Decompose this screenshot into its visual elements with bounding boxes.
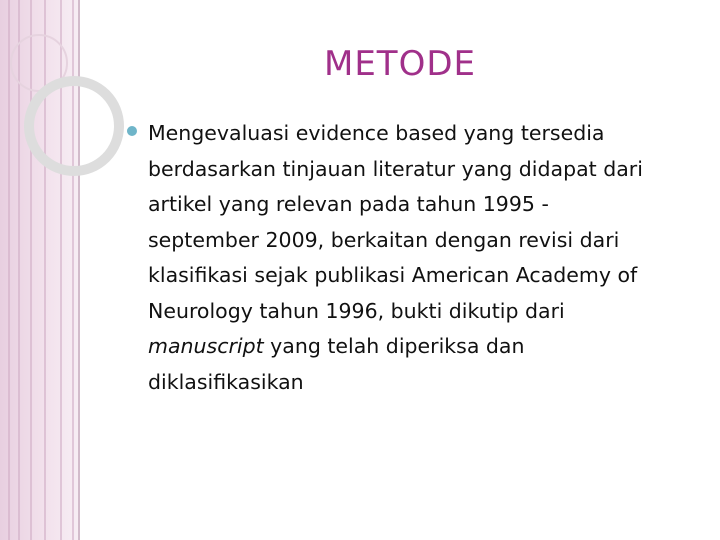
slide-title: METODE xyxy=(323,44,476,84)
decorative-ring-large xyxy=(24,76,124,176)
bullet-line-with-italic xyxy=(148,329,697,365)
bullet-line: Mengevaluasi evidence based yang tersedia xyxy=(148,121,605,145)
bullet-line-rest: yang telah diperiksa dan xyxy=(263,334,525,358)
italic-term: manuscript xyxy=(148,334,264,358)
bullet-item xyxy=(122,116,697,400)
bullet-line: artikel yang relevan pada tahun 1995 - xyxy=(148,192,549,216)
bullet-line: klasifikasi sejak publikasi American Academy of xyxy=(148,263,638,287)
bullet-line: berdasarkan tinjauan literatur yang didapat dari xyxy=(148,156,643,181)
bullet-line: september 2009, berkaitan dengan revisi dari xyxy=(148,227,620,252)
band-stripe xyxy=(8,0,10,540)
bullet-dot-icon xyxy=(127,126,137,136)
bullet-list xyxy=(122,116,697,400)
bullet-line: diklasifikasikan xyxy=(148,369,304,394)
bullet-line: Neurology tahun 1996, bukti dikutip dari xyxy=(148,298,565,323)
